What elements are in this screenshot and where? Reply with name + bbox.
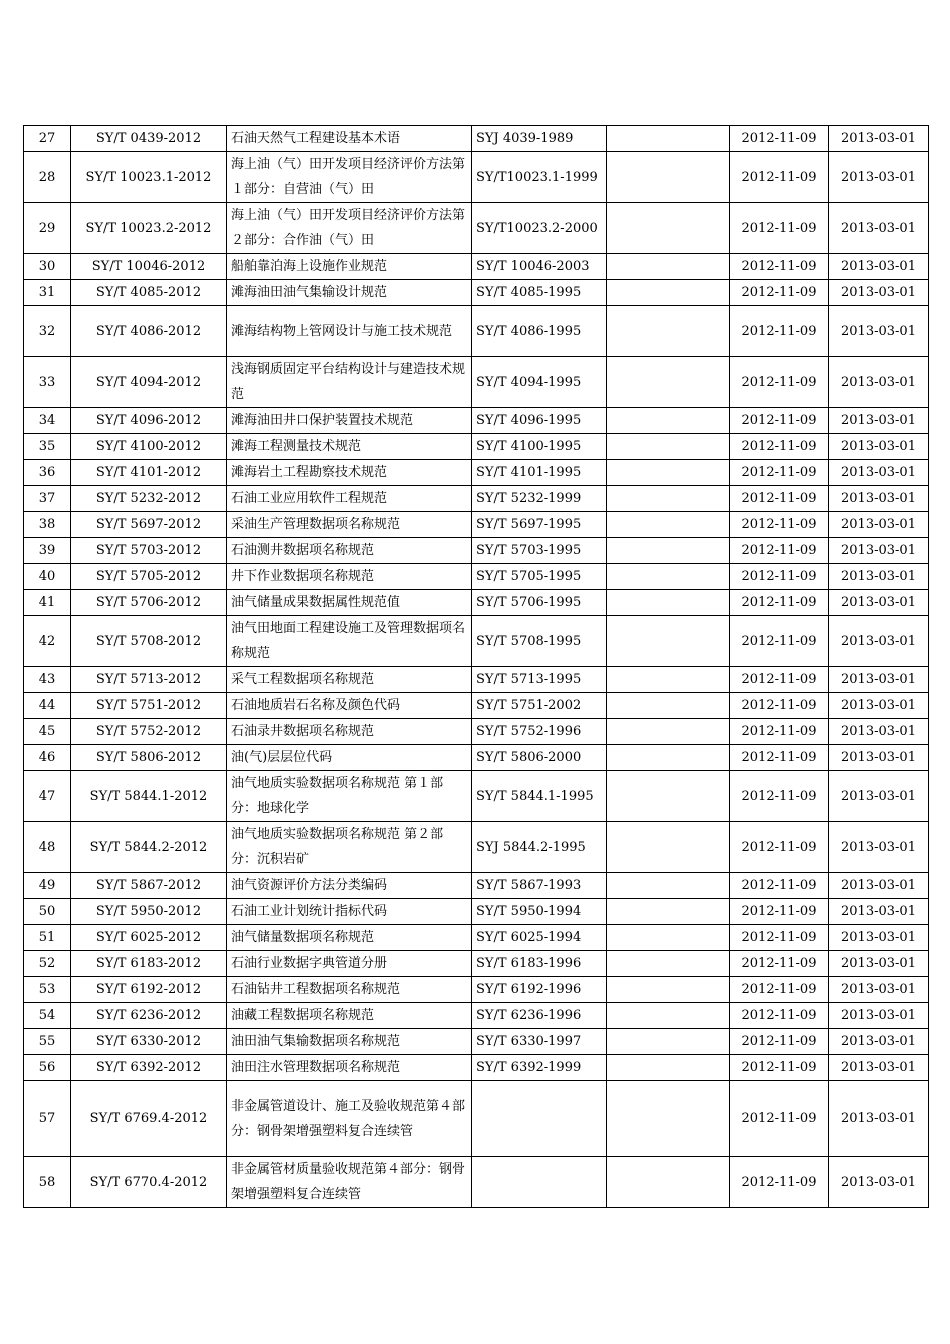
row-number-cell: 55 — [24, 1029, 71, 1055]
table-row — [24, 460, 929, 486]
standard-name-cell: 采气工程数据项名称规范 — [227, 667, 472, 693]
replaced-standard-cell: SY/T 5867-1993 — [472, 873, 607, 899]
effective-date-cell: 2013-03-01 — [829, 951, 929, 977]
effective-date-cell: 2013-03-01 — [829, 873, 929, 899]
table-row — [24, 408, 929, 434]
issue-date-cell: 2012-11-09 — [730, 486, 829, 512]
standard-code-cell: SY/T 6025-2012 — [71, 925, 227, 951]
effective-date-cell: 2013-03-01 — [829, 1029, 929, 1055]
empty-cell-cell — [607, 280, 730, 306]
standard-code-cell: SY/T 10023.1-2012 — [71, 152, 227, 203]
replaced-standard-cell: SY/T 5751-2002 — [472, 693, 607, 719]
replaced-standard-cell: SY/T 5232-1999 — [472, 486, 607, 512]
standard-code-cell: SY/T 5806-2012 — [71, 745, 227, 771]
table-row — [24, 1157, 929, 1208]
issue-date-cell: 2012-11-09 — [730, 616, 829, 667]
issue-date-cell: 2012-11-09 — [730, 899, 829, 925]
empty-cell-cell — [607, 1081, 730, 1157]
effective-date-cell: 2013-03-01 — [829, 126, 929, 152]
row-number-cell: 32 — [24, 306, 71, 357]
replaced-standard-cell: SY/T 5703-1995 — [472, 538, 607, 564]
replaced-standard-cell: SY/T 4096-1995 — [472, 408, 607, 434]
replaced-standard-cell: SY/T 6025-1994 — [472, 925, 607, 951]
effective-date-cell: 2013-03-01 — [829, 1157, 929, 1208]
standard-code-cell: SY/T 6236-2012 — [71, 1003, 227, 1029]
standard-name-cell: 滩海结构物上管网设计与施工技术规范 — [227, 306, 472, 357]
row-number-cell: 43 — [24, 667, 71, 693]
standard-code-cell: SY/T 4094-2012 — [71, 357, 227, 408]
replaced-standard-cell: SY/T 5697-1995 — [472, 512, 607, 538]
standard-name-cell: 油气储量成果数据属性规范值 — [227, 590, 472, 616]
issue-date-cell: 2012-11-09 — [730, 460, 829, 486]
row-number-cell: 51 — [24, 925, 71, 951]
standard-code-cell: SY/T 4096-2012 — [71, 408, 227, 434]
empty-cell-cell — [607, 951, 730, 977]
row-number-cell: 45 — [24, 719, 71, 745]
table-row — [24, 899, 929, 925]
replaced-standard-cell: SY/T 5806-2000 — [472, 745, 607, 771]
issue-date-cell: 2012-11-09 — [730, 306, 829, 357]
empty-cell-cell — [607, 434, 730, 460]
table-row — [24, 254, 929, 280]
issue-date-cell: 2012-11-09 — [730, 564, 829, 590]
table-row — [24, 590, 929, 616]
effective-date-cell: 2013-03-01 — [829, 1003, 929, 1029]
standard-code-cell: SY/T 10046-2012 — [71, 254, 227, 280]
issue-date-cell: 2012-11-09 — [730, 590, 829, 616]
standard-code-cell: SY/T 5697-2012 — [71, 512, 227, 538]
standard-code-cell: SY/T 5752-2012 — [71, 719, 227, 745]
row-number-cell: 46 — [24, 745, 71, 771]
effective-date-cell: 2013-03-01 — [829, 203, 929, 254]
effective-date-cell: 2013-03-01 — [829, 254, 929, 280]
empty-cell-cell — [607, 667, 730, 693]
standard-name-cell: 石油天然气工程建设基本术语 — [227, 126, 472, 152]
standard-name-cell: 油田注水管理数据项名称规范 — [227, 1055, 472, 1081]
row-number-cell: 47 — [24, 771, 71, 822]
row-number-cell: 40 — [24, 564, 71, 590]
standard-name-cell: 石油录井数据项名称规范 — [227, 719, 472, 745]
table-row — [24, 1081, 929, 1157]
issue-date-cell: 2012-11-09 — [730, 152, 829, 203]
standard-name-cell: 油气储量数据项名称规范 — [227, 925, 472, 951]
effective-date-cell: 2013-03-01 — [829, 564, 929, 590]
standard-code-cell: SY/T 6183-2012 — [71, 951, 227, 977]
effective-date-cell: 2013-03-01 — [829, 460, 929, 486]
effective-date-cell: 2013-03-01 — [829, 590, 929, 616]
standard-code-cell: SY/T 6770.4-2012 — [71, 1157, 227, 1208]
effective-date-cell: 2013-03-01 — [829, 434, 929, 460]
effective-date-cell: 2013-03-01 — [829, 719, 929, 745]
row-number-cell: 37 — [24, 486, 71, 512]
replaced-standard-cell: SY/T 5706-1995 — [472, 590, 607, 616]
row-number-cell: 53 — [24, 977, 71, 1003]
standard-name-cell: 石油测井数据项名称规范 — [227, 538, 472, 564]
empty-cell-cell — [607, 306, 730, 357]
replaced-standard-cell: SYJ 4039-1989 — [472, 126, 607, 152]
standard-name-cell: 油(气)层层位代码 — [227, 745, 472, 771]
issue-date-cell: 2012-11-09 — [730, 667, 829, 693]
row-number-cell: 34 — [24, 408, 71, 434]
replaced-standard-cell: SY/T 5713-1995 — [472, 667, 607, 693]
row-number-cell: 35 — [24, 434, 71, 460]
standard-name-cell: 滩海工程测量技术规范 — [227, 434, 472, 460]
row-number-cell: 38 — [24, 512, 71, 538]
row-number-cell: 50 — [24, 899, 71, 925]
effective-date-cell: 2013-03-01 — [829, 693, 929, 719]
replaced-standard-cell: SY/T 6192-1996 — [472, 977, 607, 1003]
empty-cell-cell — [607, 745, 730, 771]
empty-cell-cell — [607, 203, 730, 254]
replaced-standard-cell — [472, 1157, 607, 1208]
standard-code-cell: SY/T 4101-2012 — [71, 460, 227, 486]
standard-code-cell: SY/T 5708-2012 — [71, 616, 227, 667]
replaced-standard-cell: SY/T10023.2-2000 — [472, 203, 607, 254]
standard-code-cell: SY/T 10023.2-2012 — [71, 203, 227, 254]
table-row — [24, 564, 929, 590]
standard-name-cell: 浅海钢质固定平台结构设计与建造技术规范 — [227, 357, 472, 408]
standard-name-cell: 石油工业计划统计指标代码 — [227, 899, 472, 925]
issue-date-cell: 2012-11-09 — [730, 538, 829, 564]
empty-cell-cell — [607, 693, 730, 719]
replaced-standard-cell: SY/T 5950-1994 — [472, 899, 607, 925]
table-row — [24, 434, 929, 460]
empty-cell-cell — [607, 538, 730, 564]
standard-name-cell: 油藏工程数据项名称规范 — [227, 1003, 472, 1029]
row-number-cell: 41 — [24, 590, 71, 616]
replaced-standard-cell: SY/T 4101-1995 — [472, 460, 607, 486]
issue-date-cell: 2012-11-09 — [730, 408, 829, 434]
standard-name-cell: 石油钻井工程数据项名称规范 — [227, 977, 472, 1003]
issue-date-cell: 2012-11-09 — [730, 1029, 829, 1055]
effective-date-cell: 2013-03-01 — [829, 357, 929, 408]
standard-name-cell: 油气资源评价方法分类编码 — [227, 873, 472, 899]
empty-cell-cell — [607, 564, 730, 590]
issue-date-cell: 2012-11-09 — [730, 254, 829, 280]
standard-name-cell: 油气地质实验数据项名称规范 第２部分：沉积岩矿 — [227, 822, 472, 873]
table-row — [24, 925, 929, 951]
table-body — [24, 126, 929, 1208]
table-row — [24, 306, 929, 357]
empty-cell-cell — [607, 977, 730, 1003]
standard-name-cell: 石油工业应用软件工程规范 — [227, 486, 472, 512]
empty-cell-cell — [607, 873, 730, 899]
standard-name-cell: 采油生产管理数据项名称规范 — [227, 512, 472, 538]
standard-code-cell: SY/T 6192-2012 — [71, 977, 227, 1003]
replaced-standard-cell: SY/T 4100-1995 — [472, 434, 607, 460]
replaced-standard-cell — [472, 1081, 607, 1157]
empty-cell-cell — [607, 357, 730, 408]
standard-code-cell: SY/T 6769.4-2012 — [71, 1081, 227, 1157]
effective-date-cell: 2013-03-01 — [829, 977, 929, 1003]
empty-cell-cell — [607, 822, 730, 873]
row-number-cell: 42 — [24, 616, 71, 667]
row-number-cell: 44 — [24, 693, 71, 719]
standard-code-cell: SY/T 4100-2012 — [71, 434, 227, 460]
effective-date-cell: 2013-03-01 — [829, 280, 929, 306]
table-row — [24, 1029, 929, 1055]
standard-code-cell: SY/T 5705-2012 — [71, 564, 227, 590]
issue-date-cell: 2012-11-09 — [730, 1055, 829, 1081]
row-number-cell: 31 — [24, 280, 71, 306]
table-row — [24, 822, 929, 873]
empty-cell-cell — [607, 152, 730, 203]
replaced-standard-cell: SY/T 4094-1995 — [472, 357, 607, 408]
issue-date-cell: 2012-11-09 — [730, 977, 829, 1003]
issue-date-cell: 2012-11-09 — [730, 203, 829, 254]
table-row — [24, 512, 929, 538]
replaced-standard-cell: SY/T 5844.1-1995 — [472, 771, 607, 822]
issue-date-cell: 2012-11-09 — [730, 280, 829, 306]
standard-name-cell: 非金属管道设计、施工及验收规范第４部分：钢骨架增强塑料复合连续管 — [227, 1081, 472, 1157]
issue-date-cell: 2012-11-09 — [730, 434, 829, 460]
standard-code-cell: SY/T 4086-2012 — [71, 306, 227, 357]
table-row — [24, 745, 929, 771]
replaced-standard-cell: SYJ 5844.2-1995 — [472, 822, 607, 873]
row-number-cell: 56 — [24, 1055, 71, 1081]
replaced-standard-cell: SY/T 6330-1997 — [472, 1029, 607, 1055]
effective-date-cell: 2013-03-01 — [829, 306, 929, 357]
replaced-standard-cell: SY/T 6183-1996 — [472, 951, 607, 977]
table-row — [24, 357, 929, 408]
row-number-cell: 29 — [24, 203, 71, 254]
table-row — [24, 616, 929, 667]
issue-date-cell: 2012-11-09 — [730, 745, 829, 771]
table-row — [24, 977, 929, 1003]
standard-code-cell: SY/T 5844.2-2012 — [71, 822, 227, 873]
issue-date-cell: 2012-11-09 — [730, 771, 829, 822]
effective-date-cell: 2013-03-01 — [829, 899, 929, 925]
effective-date-cell: 2013-03-01 — [829, 408, 929, 434]
standard-code-cell: SY/T 6330-2012 — [71, 1029, 227, 1055]
effective-date-cell: 2013-03-01 — [829, 152, 929, 203]
table-row — [24, 951, 929, 977]
empty-cell-cell — [607, 460, 730, 486]
replaced-standard-cell: SY/T 4086-1995 — [472, 306, 607, 357]
effective-date-cell: 2013-03-01 — [829, 667, 929, 693]
standard-code-cell: SY/T 5703-2012 — [71, 538, 227, 564]
row-number-cell: 54 — [24, 1003, 71, 1029]
table-row — [24, 693, 929, 719]
effective-date-cell: 2013-03-01 — [829, 512, 929, 538]
replaced-standard-cell: SY/T 5705-1995 — [472, 564, 607, 590]
table-row — [24, 1003, 929, 1029]
standard-name-cell: 非金属管材质量验收规范第４部分：钢骨架增强塑料复合连续管 — [227, 1157, 472, 1208]
effective-date-cell: 2013-03-01 — [829, 1081, 929, 1157]
effective-date-cell: 2013-03-01 — [829, 745, 929, 771]
issue-date-cell: 2012-11-09 — [730, 951, 829, 977]
row-number-cell: 36 — [24, 460, 71, 486]
standards-table — [23, 125, 929, 1208]
table-row — [24, 126, 929, 152]
replaced-standard-cell: SY/T 10046-2003 — [472, 254, 607, 280]
standard-code-cell: SY/T 5867-2012 — [71, 873, 227, 899]
standard-name-cell: 滩海油田油气集输设计规范 — [227, 280, 472, 306]
effective-date-cell: 2013-03-01 — [829, 616, 929, 667]
table-row — [24, 667, 929, 693]
standard-code-cell: SY/T 0439-2012 — [71, 126, 227, 152]
empty-cell-cell — [607, 1055, 730, 1081]
standard-name-cell: 船舶靠泊海上设施作业规范 — [227, 254, 472, 280]
replaced-standard-cell: SY/T 5708-1995 — [472, 616, 607, 667]
empty-cell-cell — [607, 486, 730, 512]
table-row — [24, 771, 929, 822]
issue-date-cell: 2012-11-09 — [730, 925, 829, 951]
row-number-cell: 57 — [24, 1081, 71, 1157]
table-row — [24, 873, 929, 899]
effective-date-cell: 2013-03-01 — [829, 771, 929, 822]
empty-cell-cell — [607, 126, 730, 152]
table-row — [24, 203, 929, 254]
empty-cell-cell — [607, 925, 730, 951]
standard-name-cell: 井下作业数据项名称规范 — [227, 564, 472, 590]
standard-name-cell: 石油地质岩石名称及颜色代码 — [227, 693, 472, 719]
table-row — [24, 486, 929, 512]
issue-date-cell: 2012-11-09 — [730, 873, 829, 899]
issue-date-cell: 2012-11-09 — [730, 126, 829, 152]
standard-name-cell: 滩海油田井口保护装置技术规范 — [227, 408, 472, 434]
standard-name-cell: 油田油气集输数据项名称规范 — [227, 1029, 472, 1055]
standard-code-cell: SY/T 5844.1-2012 — [71, 771, 227, 822]
row-number-cell: 30 — [24, 254, 71, 280]
standard-code-cell: SY/T 4085-2012 — [71, 280, 227, 306]
empty-cell-cell — [607, 771, 730, 822]
standard-name-cell: 油气田地面工程建设施工及管理数据项名称规范 — [227, 616, 472, 667]
empty-cell-cell — [607, 616, 730, 667]
effective-date-cell: 2013-03-01 — [829, 822, 929, 873]
standard-code-cell: SY/T 5713-2012 — [71, 667, 227, 693]
replaced-standard-cell: SY/T 6236-1996 — [472, 1003, 607, 1029]
table-row — [24, 1055, 929, 1081]
row-number-cell: 52 — [24, 951, 71, 977]
table-row — [24, 280, 929, 306]
replaced-standard-cell: SY/T 4085-1995 — [472, 280, 607, 306]
issue-date-cell: 2012-11-09 — [730, 1003, 829, 1029]
issue-date-cell: 2012-11-09 — [730, 512, 829, 538]
table-row — [24, 538, 929, 564]
standard-name-cell: 海上油（气）田开发项目经济评价方法第１部分：自营油（气）田 — [227, 152, 472, 203]
table-row — [24, 152, 929, 203]
effective-date-cell: 2013-03-01 — [829, 538, 929, 564]
replaced-standard-cell: SY/T10023.1-1999 — [472, 152, 607, 203]
standard-name-cell: 滩海岩土工程勘察技术规范 — [227, 460, 472, 486]
row-number-cell: 58 — [24, 1157, 71, 1208]
row-number-cell: 39 — [24, 538, 71, 564]
empty-cell-cell — [607, 719, 730, 745]
empty-cell-cell — [607, 254, 730, 280]
issue-date-cell: 2012-11-09 — [730, 693, 829, 719]
issue-date-cell: 2012-11-09 — [730, 719, 829, 745]
row-number-cell: 49 — [24, 873, 71, 899]
empty-cell-cell — [607, 1029, 730, 1055]
empty-cell-cell — [607, 590, 730, 616]
row-number-cell: 28 — [24, 152, 71, 203]
standard-code-cell: SY/T 5232-2012 — [71, 486, 227, 512]
standard-name-cell: 海上油（气）田开发项目经济评价方法第２部分：合作油（气）田 — [227, 203, 472, 254]
empty-cell-cell — [607, 899, 730, 925]
empty-cell-cell — [607, 512, 730, 538]
empty-cell-cell — [607, 1003, 730, 1029]
issue-date-cell: 2012-11-09 — [730, 357, 829, 408]
effective-date-cell: 2013-03-01 — [829, 925, 929, 951]
standard-name-cell: 油气地质实验数据项名称规范 第１部分：地球化学 — [227, 771, 472, 822]
effective-date-cell: 2013-03-01 — [829, 486, 929, 512]
issue-date-cell: 2012-11-09 — [730, 1157, 829, 1208]
empty-cell-cell — [607, 1157, 730, 1208]
replaced-standard-cell: SY/T 5752-1996 — [472, 719, 607, 745]
row-number-cell: 33 — [24, 357, 71, 408]
issue-date-cell: 2012-11-09 — [730, 1081, 829, 1157]
table-row — [24, 719, 929, 745]
standard-code-cell: SY/T 5751-2012 — [71, 693, 227, 719]
row-number-cell: 27 — [24, 126, 71, 152]
standard-code-cell: SY/T 6392-2012 — [71, 1055, 227, 1081]
effective-date-cell: 2013-03-01 — [829, 1055, 929, 1081]
empty-cell-cell — [607, 408, 730, 434]
standard-name-cell: 石油行业数据字典管道分册 — [227, 951, 472, 977]
issue-date-cell: 2012-11-09 — [730, 822, 829, 873]
standard-code-cell: SY/T 5950-2012 — [71, 899, 227, 925]
replaced-standard-cell: SY/T 6392-1999 — [472, 1055, 607, 1081]
standard-code-cell: SY/T 5706-2012 — [71, 590, 227, 616]
row-number-cell: 48 — [24, 822, 71, 873]
